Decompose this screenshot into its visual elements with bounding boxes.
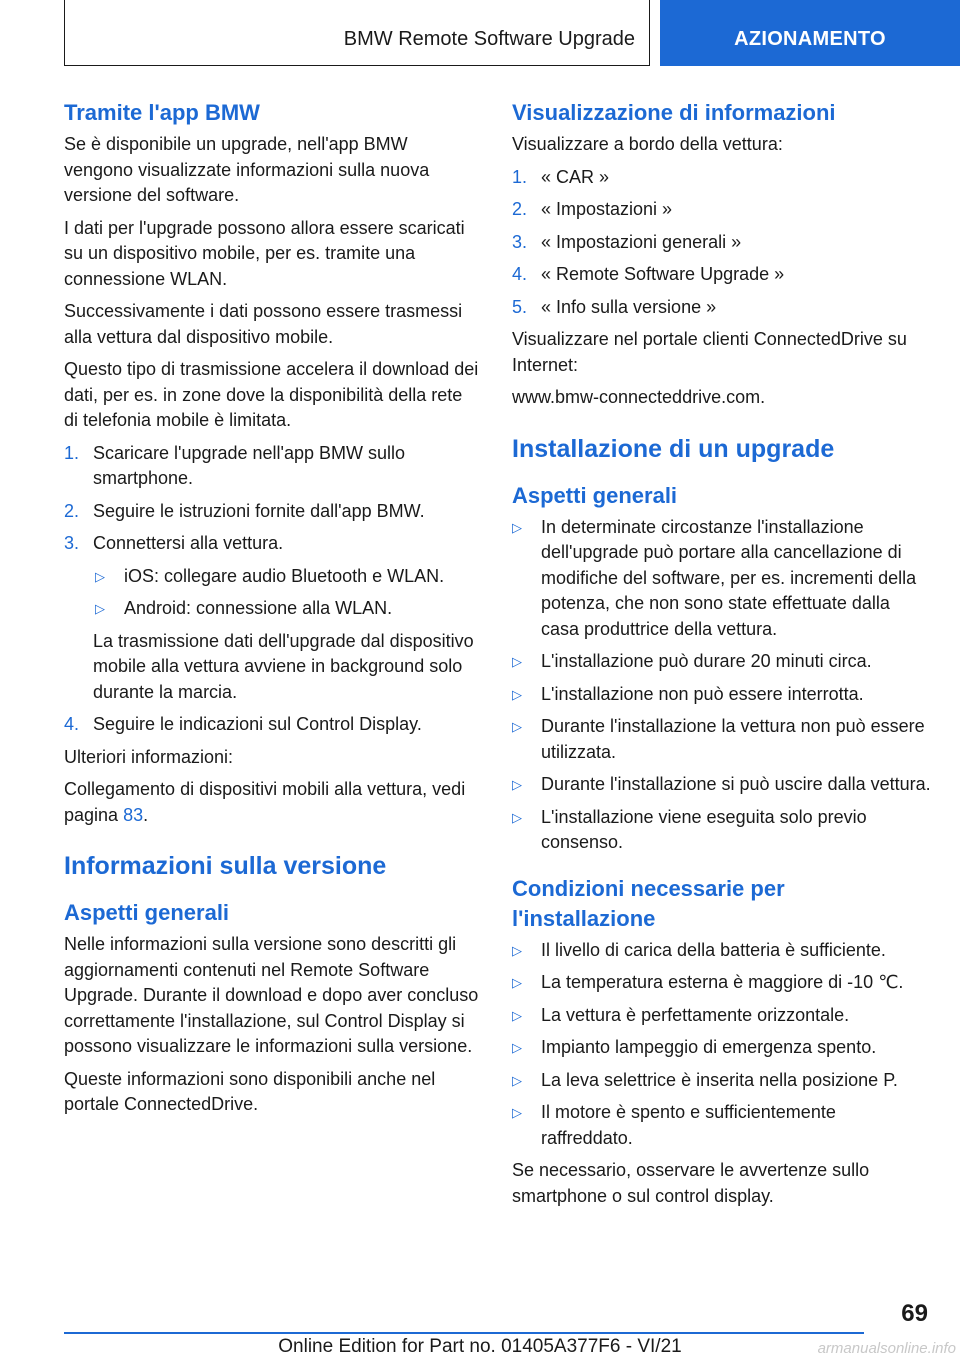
- bullet-text: In determinate circostanze l'installazione dell'upgrade può portare alla cancellazione di modifiche del software, per es. incrementi della potenza, che non sono state effettuate dalla casa produttrice della vettura.: [541, 516, 917, 639]
- cross-reference-end: .: [143, 804, 149, 825]
- header-title: BMW Remote Software Upgrade: [343, 28, 635, 50]
- bullet-item: [512, 970, 932, 996]
- step-item: [512, 165, 932, 191]
- paragraph: Se necessario, osservare le avvertenze sullo smartphone o sul control display.: [512, 1160, 870, 1206]
- page-link[interactable]: 83: [123, 804, 144, 825]
- footer-divider: [64, 1332, 864, 1334]
- step-number: 3.: [512, 231, 528, 252]
- paragraph: Nelle informazioni sulla versione sono descritti gli aggiornamenti contenuti nel Remote Software Upgrade. Durante il download e dopo aver concluso correttamente l'installazione, sul Control Display si possono visualizzare le informazioni sulla versione.: [64, 934, 479, 1056]
- step-text: « CAR »: [541, 166, 610, 187]
- triangle-bullet-icon: ▷: [512, 1040, 522, 1055]
- bullet-item: [512, 515, 932, 643]
- bullet-text: Android: connessione alla WLAN.: [124, 598, 393, 618]
- bullet-item: [95, 596, 480, 622]
- header-frame: [64, 0, 650, 66]
- bullet-text: Il livello di carica della batteria è sufficiente.: [541, 939, 886, 960]
- triangle-bullet-icon: ▷: [512, 809, 522, 825]
- bullet-item: [512, 682, 932, 708]
- triangle-bullet-icon: ▷: [512, 719, 522, 734]
- step-text: « Info sulla versione »: [541, 296, 717, 317]
- more-info-label: Ulteriori informazioni:: [64, 746, 234, 767]
- bullet-item: [95, 564, 480, 590]
- bullet-text: L'installazione non può essere interrotta.: [541, 683, 864, 704]
- triangle-bullet-icon: ▷: [512, 654, 522, 669]
- paragraph: Successivamente i dati possono essere trasmessi alla vettura dal dispositivo mobile.: [64, 301, 463, 347]
- bullet-text: iOS: collegare audio Bluetooth e WLAN.: [124, 565, 445, 586]
- paragraph: Queste informazioni sono disponibili anche nel portale ConnectedDrive.: [64, 1068, 436, 1114]
- bullet-item: [512, 1100, 932, 1151]
- step-text: Seguire le istruzioni fornite dall'app BMW.: [93, 500, 425, 521]
- cross-reference: [64, 777, 480, 828]
- triangle-bullet-icon: ▷: [95, 568, 105, 584]
- step-text: Scaricare l'upgrade nell'app BMW sullo smartphone.: [93, 442, 406, 488]
- step-item: [512, 295, 932, 321]
- step-item: [512, 230, 932, 256]
- step-number: 1.: [64, 442, 80, 463]
- step-note: La trasmissione dati dell'upgrade dal dispositivo mobile alla vettura avviene in background solo durante la marcia.: [93, 630, 474, 702]
- bullet-item: [512, 1035, 932, 1061]
- bullet-text: La leva selettrice è inserita nella posizione P.: [541, 1069, 898, 1090]
- step-item: [64, 499, 480, 525]
- triangle-bullet-icon: ▷: [512, 686, 522, 702]
- step-item: [64, 712, 480, 738]
- bullet-text: La temperatura esterna è maggiore di -10 ℃.: [541, 972, 904, 992]
- paragraph: Questo tipo di trasmissione accelera il download dei dati, per es. in zone dove la disponibilità della rete di telefonia mobile è limitata.: [64, 359, 479, 430]
- paragraph: Se è disponibile un upgrade, nell'app BMW vengono visualizzate informazioni sulla nuova versione del software.: [64, 134, 430, 205]
- nested-bullets: [64, 564, 480, 622]
- step-number: 4.: [512, 264, 528, 284]
- section-label: AZIONAMENTO: [734, 28, 886, 50]
- heading-general: Aspetti generali: [64, 900, 230, 925]
- page-header: [0, 0, 960, 66]
- page-number: 69: [901, 1300, 928, 1327]
- step-number: 2.: [64, 500, 80, 521]
- triangle-bullet-icon: ▷: [512, 942, 522, 958]
- bullet-text: L'installazione può durare 20 minuti circa.: [541, 651, 872, 671]
- bullet-item: [512, 1003, 932, 1029]
- step-number: 5.: [512, 296, 528, 317]
- triangle-bullet-icon: ▷: [95, 601, 105, 616]
- step-number: 4.: [64, 714, 80, 734]
- heading-general: Aspetti generali: [512, 482, 678, 508]
- paragraph: Visualizzare a bordo della vettura:: [512, 134, 783, 154]
- step-text: Connettersi alla vettura.: [93, 533, 284, 553]
- step-item: [512, 262, 932, 288]
- left-column: [64, 98, 480, 1125]
- bullet-text: Durante l'installazione la vettura non può essere utilizzata.: [541, 716, 925, 762]
- step-item: [512, 197, 932, 223]
- heading-conditions: Condizioni necessarie per l'installazione: [512, 875, 785, 931]
- bullet-item: [512, 805, 932, 856]
- triangle-bullet-icon: ▷: [512, 1007, 522, 1023]
- step-text: « Impostazioni generali »: [541, 231, 742, 252]
- bullet-item: [512, 772, 932, 798]
- bullet-item: [512, 649, 932, 675]
- heading-app: Tramite l'app BMW: [64, 100, 260, 125]
- right-column: [512, 98, 932, 1216]
- bullet-item: [512, 938, 932, 964]
- step-text: Seguire le indicazioni sul Control Display.: [93, 714, 422, 734]
- bullet-text: Durante l'installazione si può uscire dalla vettura.: [541, 774, 931, 794]
- bullet-item: [512, 714, 932, 765]
- edition-text: Online Edition for Part no. 01405A377F6 - VI/21: [278, 1336, 682, 1357]
- paragraph: Visualizzare nel portale clienti ConnectedDrive su Internet:: [512, 329, 907, 375]
- step-item: [64, 441, 480, 492]
- triangle-bullet-icon: ▷: [512, 1105, 522, 1120]
- bullet-item: [512, 1068, 932, 1094]
- triangle-bullet-icon: ▷: [512, 777, 522, 792]
- bullet-text: Il motore è spento e sufficientemente raffreddato.: [541, 1102, 836, 1148]
- section-tab: [660, 0, 960, 66]
- step-number: 2.: [512, 199, 528, 219]
- cross-reference-text: Collegamento di dispositivi mobili alla vettura, vedi pagina: [64, 779, 466, 825]
- triangle-bullet-icon: ▷: [512, 975, 522, 990]
- step-item: [64, 531, 480, 557]
- step-text: « Impostazioni »: [541, 199, 673, 219]
- heading-display: Visualizzazione di informazioni: [512, 100, 836, 125]
- step-text: « Remote Software Upgrade »: [541, 264, 785, 284]
- bullet-text: Impianto lampeggio di emergenza spento.: [541, 1037, 877, 1057]
- step-number: 1.: [512, 166, 528, 187]
- bullet-text: La vettura è perfettamente orizzontale.: [541, 1004, 850, 1025]
- heading-version: Informazioni sulla versione: [64, 852, 387, 880]
- website-url: www.bmw-connecteddrive.com.: [512, 387, 766, 407]
- step-number: 3.: [64, 533, 80, 553]
- heading-install: Installazione di un upgrade: [512, 434, 835, 463]
- bullet-text: L'installazione viene eseguita solo previo consenso.: [541, 806, 867, 852]
- triangle-bullet-icon: ▷: [512, 519, 522, 535]
- paragraph: I dati per l'upgrade possono allora essere scaricati su un dispositivo mobile, per es. tramite una connessione WLAN.: [64, 217, 465, 289]
- watermark: armanualsonline.info: [817, 1340, 956, 1357]
- triangle-bullet-icon: ▷: [512, 1072, 522, 1088]
